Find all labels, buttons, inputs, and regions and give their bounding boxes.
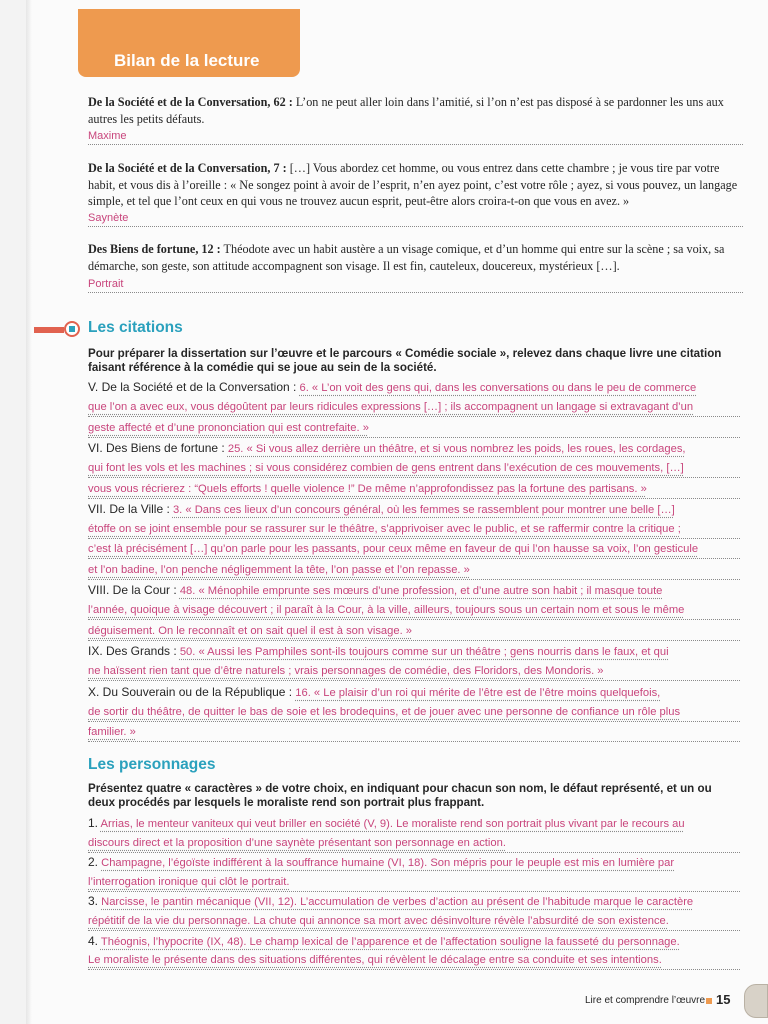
personnage-number: 2.: [88, 855, 99, 870]
personnage-answer-text: Le moraliste le présente dans des situations différentes, qui révèlent le décalage entre sa conduite et ses intentions.: [88, 954, 662, 967]
personnages-instruction: Présentez quatre « caractères » de votre choix, en indiquant pour chacun son nom, le défaut représenté, et un ou deux procédés par lesquels le moraliste rend son portrait plus frappant.: [88, 782, 712, 809]
citation-line[interactable]: [88, 398, 740, 417]
section-marker-icon: [34, 323, 86, 337]
answer-field[interactable]: Portrait: [88, 276, 743, 293]
citation-line[interactable]: [88, 703, 740, 722]
citation-answer-text: c’est là précisément […] qu’on parle pour les passants, pour ceux même en faveur de qui l’on hausse sa voix, l’on gesticule: [88, 543, 699, 556]
personnage-number: 1.: [88, 816, 99, 830]
bilan-entry: [88, 160, 744, 210]
citation-line[interactable]: [88, 601, 740, 620]
citation-answer-text: ne haïssent rien tant que d’être naturels ; vrais personnages de comédie, des Floridors, des Mondoris. »: [88, 665, 604, 678]
bilan-entry: [88, 241, 744, 274]
personnage-number: 3.: [88, 894, 99, 909]
personnage-line[interactable]: [88, 912, 740, 931]
bilan-quote: L’on ne peut aller loin dans l’amitié, si l’on n’est pas disposé à se pardonner les uns aux autres les petits défauts.: [88, 95, 724, 126]
citation-answer-text: 6. « L’on voit des gens qui, dans les conversations ou dans le peu de commerce: [299, 382, 697, 394]
citation-label: IX. Des Grands :: [88, 643, 177, 658]
citation-line[interactable]: [88, 581, 740, 600]
citation-answer-text: geste affecté et d’une prononciation qui est contrefaite. »: [88, 421, 369, 434]
personnage-line[interactable]: [88, 892, 740, 911]
personnage-answer-text: Théognis, l’hypocrite (IX, 48). Le champ lexical de l’apparence et de l’affectation souligne la fausseté du personnage.: [100, 935, 680, 948]
citation-answer-text: étoffe on se joint ensemble pour se rassurer sur le théâtre, s’apprivoiser avec le public, et se raffermir contre la critique ;: [88, 523, 681, 536]
citation-line[interactable]: [88, 622, 740, 641]
citation-answer-text: de sortir du théâtre, de quitter le bas de soie et les brodequins, et de jouer avec une personne de confiance un rôle plus: [88, 705, 681, 718]
citation-line[interactable]: [88, 500, 740, 519]
citation-answer-text: déguisement. On le reconnaît et on sait quel il est à son visage. »: [88, 624, 413, 637]
citation-line[interactable]: [88, 459, 740, 478]
citation-answer-text: 16. « Le plaisir d’un roi qui mérite de l’être est de l’être moins quelquefois,: [295, 686, 661, 699]
citation-answer-text: 25. « Si vous allez derrière un théâtre, et si vous nombrez les poids, les roues, les cordages,: [227, 442, 686, 455]
bilan-text: [88, 94, 744, 127]
citation-answer-text: familier. »: [88, 726, 136, 739]
citation-line[interactable]: [88, 439, 740, 458]
footer-square-icon: [706, 998, 712, 1004]
answer-field[interactable]: Maxime: [88, 128, 743, 145]
bilan-ref: Des Biens de fortune, 12 :: [88, 242, 221, 256]
personnage-line[interactable]: [88, 834, 740, 853]
citation-label: X. Du Souverain ou de la République :: [88, 684, 293, 699]
bilan-entry: [88, 94, 744, 127]
bilan-quote: Théodote avec un habit austère a un visage comique, et d’un homme qui entre sur la scène ; sa voix, sa démarche, son geste, son attitude accompagnent son visage. Il est fin, cauteleux, doucereux, mystérieux […].: [88, 242, 725, 273]
personnage-answer-text: l’interrogation ironique qui clôt le portrait.: [88, 875, 290, 888]
portrait-medallion-icon: [744, 984, 768, 1018]
personnage-line[interactable]: [88, 932, 740, 951]
citation-answer-text: 3. « Dans ces lieux d’un concours général, où les femmes se rassemblent pour montrer une belle […]: [172, 503, 675, 516]
citation-label: VIII. De la Cour :: [88, 583, 177, 597]
section-heading-personnages: Les personnages: [88, 756, 216, 773]
citation-answer-text: 50. « Aussi les Pamphiles sont-ils toujours comme sur un théâtre ; gens nourris dans le faux, et qui: [179, 645, 669, 658]
answer-field[interactable]: Saynète: [88, 210, 743, 227]
citation-line[interactable]: [88, 683, 740, 702]
section-heading-citations: Les citations: [88, 319, 183, 336]
citations-instruction: Pour préparer la dissertation sur l’œuvre et le parcours « Comédie sociale », relevez dans chaque livre une citation faisant référence à la comédie qui se joue au sein de la société.: [88, 347, 722, 374]
page-title: Bilan de la lecture: [114, 51, 260, 70]
citation-label: VI. Des Biens de fortune :: [88, 440, 225, 455]
bilan-quote: […] Vous abordez cet homme, ou vous entrez dans cette chambre ; je vous tire par votre habit, et vous dis à l’oreille : « Ne songez point à avoir de l’esprit, n’en ayez point, c’est votre rôle ; ayez, si vous pouvez, un langage simple, et tel que l’ont ceux en qui vous ne trouvez aucun esprit, peut-être alors croira-t-on que vous en avez. »: [88, 161, 738, 208]
page-number: 15: [716, 992, 731, 1007]
personnage-answer-text: discours direct et la proposition d’une saynète présentant son personnage en action.: [88, 836, 506, 849]
citation-line[interactable]: [88, 419, 740, 438]
personnage-line[interactable]: [88, 873, 740, 892]
footer-label: Lire et comprendre l’œuvre: [585, 995, 706, 1006]
citation-line[interactable]: [88, 378, 740, 397]
citation-line[interactable]: [88, 520, 740, 539]
citation-answer-text: l’année, quoique à visage découvert ; il paraît à la Cour, à la ville, ailleurs, toujours sous un certain nom et sous le même: [88, 604, 685, 617]
citation-label: V. De la Société et de la Conversation :: [88, 380, 297, 394]
citation-line[interactable]: [88, 480, 740, 499]
bilan-text: [88, 241, 744, 274]
personnage-answer-text: Narcisse, le pantin mécanique (VII, 12). L’accumulation de verbes d’action au présent de l’habitude marque le caractère: [101, 896, 694, 909]
personnage-line[interactable]: [88, 814, 740, 833]
citation-answer-text: et l’on badine, l’on penche négligemment la tête, l’on passe et l’on repasse. »: [88, 563, 470, 576]
citation-answer-text: qui font les vols et les machines ; si vous considérez combien de gens entrent dans l’exécution de ces mouvements, […]: [88, 462, 684, 475]
citation-label: VII. De la Ville :: [88, 501, 170, 516]
personnage-number: 4.: [88, 933, 99, 948]
personnage-line[interactable]: [88, 951, 740, 970]
bilan-text: [88, 160, 744, 210]
personnage-answer-text: Arrias, le menteur vaniteux qui veut briller en société (V, 9). Le moraliste rend son portrait plus vivant par le recours au: [100, 818, 685, 830]
citation-answer-text: vous vous récrierez : “Quels efforts ! quelle violence !” De même n’approfondissez pas la fortune des partisans. »: [88, 482, 647, 495]
citation-line[interactable]: [88, 540, 740, 559]
citation-answer-text: 48. « Ménophile emprunte ses mœurs d’une profession, et d’une autre son habit ; il masque toute: [179, 585, 663, 597]
citation-line[interactable]: [88, 723, 740, 742]
personnage-line[interactable]: [88, 853, 740, 872]
citation-line[interactable]: [88, 642, 740, 661]
bilan-ref: De la Société et de la Conversation, 7 :: [88, 161, 287, 175]
personnage-answer-text: Champagne, l’égoïste indifférent à la souffrance humaine (VI, 18). Son mépris pour le peuple est mis en lumière par: [101, 857, 675, 870]
citation-answer-text: que l’on a avec eux, vous dégoûtent par leurs ridicules expressions […] ; ils accompagnent un langage si extravagant d’un: [88, 401, 694, 414]
citation-line[interactable]: [88, 662, 740, 681]
citation-line[interactable]: [88, 561, 740, 580]
bilan-ref: De la Société et de la Conversation, 62 :: [88, 95, 293, 109]
personnage-answer-text: répétitif de la vie du personnage. La chute qui annonce sa mort avec désinvolture révèle l’absurdité de son existence.: [88, 915, 669, 927]
section-banner: [78, 9, 300, 77]
